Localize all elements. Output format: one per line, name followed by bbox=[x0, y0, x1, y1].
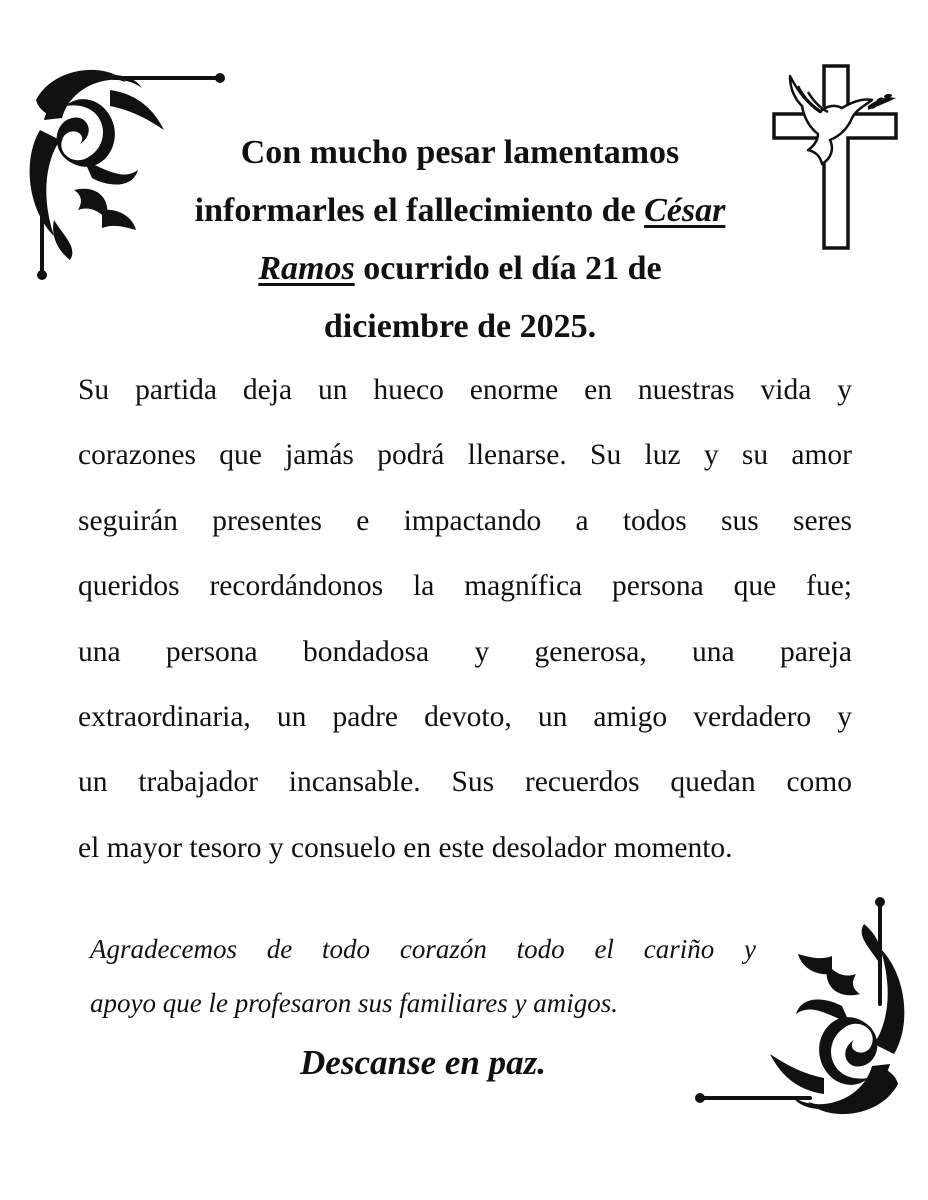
thanks-line-2: apoyo que le profesaron sus familiares y amigos. bbox=[90, 988, 618, 1018]
rest-in-peace-closing: Descanse en paz. bbox=[300, 1043, 546, 1082]
thanks-note bbox=[90, 922, 756, 1030]
paragraph-line: corazones que jamás podrá llenarse. Su luz y su amor bbox=[78, 439, 852, 472]
heading-line-3 bbox=[130, 240, 790, 298]
announcement-heading bbox=[130, 124, 790, 356]
paragraph-line: queridos recordándonos la magnífica persona que fue; bbox=[78, 570, 852, 603]
paragraph-line: extraordinaria, un padre devoto, un amigo verdadero y bbox=[78, 700, 852, 733]
heading-line-2 bbox=[130, 182, 790, 240]
heading-line-1: Con mucho pesar lamentamos bbox=[240, 134, 680, 171]
paragraph-line: seguirán presentes e impactando a todos sus seres bbox=[78, 504, 852, 537]
tribute-paragraph bbox=[78, 358, 852, 881]
heading-date-line: diciembre de 2025. bbox=[323, 308, 597, 345]
paragraph-line: el mayor tesoro y consuelo en este desolador momento. bbox=[78, 831, 733, 864]
bottom-right-corner-ornament-icon bbox=[690, 892, 920, 1124]
heading-line-3-text: ocurrido el día 21 de bbox=[354, 250, 662, 287]
deceased-last-name: Ramos bbox=[258, 250, 355, 287]
thanks-line-1: Agradecemos de todo corazón todo el cariño y bbox=[90, 934, 756, 964]
deceased-first-name: César bbox=[644, 192, 726, 229]
paragraph-line: una persona bondadosa y generosa, una pareja bbox=[78, 635, 852, 668]
paragraph-line: Su partida deja un hueco enorme en nuestras vida y bbox=[78, 374, 852, 406]
paragraph-line: un trabajador incansable. Sus recuerdos quedan como bbox=[78, 766, 852, 799]
heading-line-2-text: informarles el fallecimiento de bbox=[194, 192, 645, 229]
